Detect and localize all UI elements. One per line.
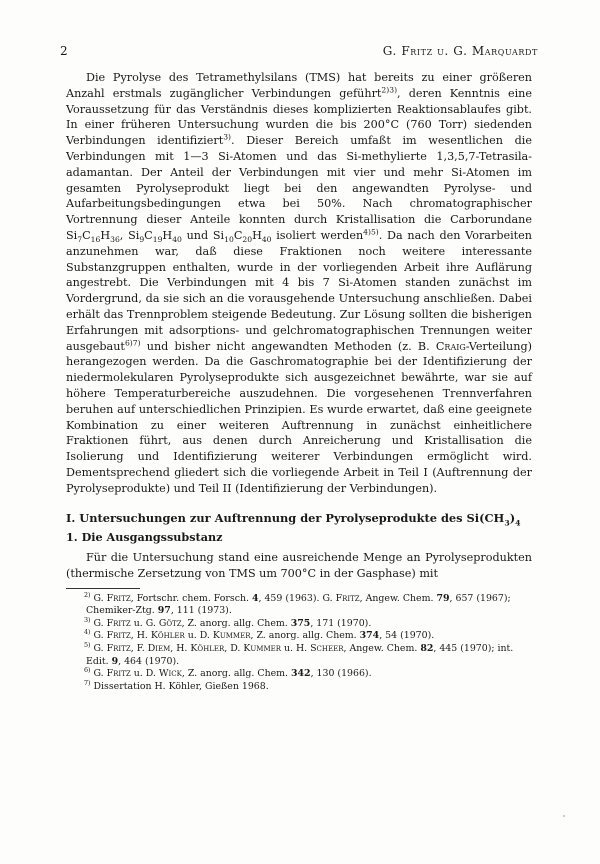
footnote-7: $^{7)}$ Dissertation H. Köhler, Gießen 1968. (84, 678, 269, 692)
reference-mark: 6)7) (124, 337, 141, 347)
text-run: und bisher nicht angewandten Methoden (z. B. (140, 339, 436, 353)
footnote-5: $^{5)}$ G. Fritz, F. Diem, H. Köhler, D. Kummer u. H. Scheer, Angew. Chem. 82, 445 (1970); int. Edit. 9, 464 (1970). (84, 640, 514, 667)
footnote-3: $^{3)}$ G. Fritz u. G. Götz, Z. anorg. allg. Chem. 375, 171 (1970). (84, 615, 372, 629)
text-run: isoliert werden (271, 228, 364, 242)
formula-si9c19h40: $Si_9C_{19}H_{40}$ (128, 228, 182, 245)
formula-si7c16h36: $Si_7C_{16}H_{36}$ (66, 228, 120, 245)
text-run: . Da nach den Vorarbeiten anzunehmen war, daß diese Fraktionen noch weitere interessante Substanzgruppen enthalten, wurde in der vorliegenden Arbeit ihre Auflärung angestrebt. Die Verbindungen mit 4 bis 7 Si-Atomen standen zunächst im Vordergrund, da sie sich an die vorausgehende Untersuchung anschließen. Dabei erhält das Trennproblem steigende Bedeutung. Zur Lösung sollten die bisherigen Erfahrungen mit adsorptions- und gelchromatographischen Trennungen weiter ausgebaut (66, 228, 532, 353)
text-run: und (181, 228, 213, 242)
formula-si10c20h40: $Si_{10}C_{20}H_{40}$ (212, 228, 272, 245)
text-run: . Dieser Bereich umfaßt im wesentlichen die Verbindungen mit 1—3 Si-Atomen und das Si-methylierte 1,3,5,7-Tetrasila-adamantan. Der Anteil der Verbindungen mit vier und mehr Si-Atomen im gesamten Pyrolyseprodukt liegt bei den angewandten Pyrolyse- und Aufarbeitungsbedingungen etwa bei 50%. Nach chromatographischer Vortrennung dieser Anteile konnten durch Kristallisation die Carborundane (66, 134, 532, 227)
section-paragraph: Für die Untersuchung stand eine ausreichende Menge an Pyrolyseprodukten (thermische Zersetzung von TMS um 700°C in der Gasphase) mit (66, 551, 532, 580)
reference-mark: 4)5) (363, 227, 379, 237)
scan-speck (563, 815, 565, 817)
footnote-2: $^{2)}$ G. Fritz, Fortschr. chem. Forsch. 4, 459 (1963). G. Fritz, Angew. Chem. 79, 657 (1967); Chemiker-Ztg. 97, 111 (1973). (84, 590, 511, 617)
text-run: , deren Kenntnis eine Voraussetzung für das Verständnis dieses komplizierten Reaktionsablaufes gibt. In einer früheren Untersuchung wurden die bis 200°C (760 Torr) siedenden Verbindungen identifiziert (66, 86, 532, 148)
text-run: , (119, 228, 129, 242)
text-run: Die Pyrolyse des Tetramethylsilans (TMS) hat bereits zu einer größeren Anzahl erstmals zugänglicher Verbindungen geführt (66, 71, 532, 100)
page-number: 2 (60, 44, 68, 58)
author-name: Craig (435, 339, 466, 353)
running-head-authors: G. Fritz u. G. Marquardt (382, 44, 538, 58)
reference-mark: 3) (223, 132, 232, 142)
page-body (66, 70, 532, 693)
running-header (60, 44, 538, 58)
reference-mark: 2)3) (381, 85, 398, 95)
footnotes (66, 590, 532, 694)
footnote-4: $^{4)}$ G. Fritz, H. Köhler u. D. Kummer, Z. anorg. allg. Chem. 374, 54 (1970). (84, 628, 435, 642)
footnote-rule (66, 588, 140, 589)
text-run: -Verteilung) herangezogen werden. Da die Gaschromatographie bei der Identifizierung der niedermolekularen Pyrolyseprodukte sich ausgezeichnet bewährte, war sie auf höhere Temperaturbereiche auszudehnen. Die vorgesehenen Trennverfahren beruhen auf unterschiedlichen Prinzipien. Es wurde erwartet, daß eine geeignete Kombination zu einer weiteren Auftrennung in zunächst einheitlichere Fraktionen führt, aus denen durch Anreicherung und Kristallisation die Isolierung und Identifizierung weiterer Verbindungen ermöglicht wird. Dementsprechend gliedert sich die vorliegende Arbeit in Teil I (Auftrennung der Pyrolyseprodukte) und Teil II (Identifizierung der Verbindungen). (66, 339, 532, 495)
subsection-heading: 1. Die Ausgangssubstanz (66, 530, 223, 545)
footnote-6: $^{6)}$ G. Fritz u. D. Wick, Z. anorg. allg. Chem. 342, 130 (1966). (84, 666, 372, 680)
intro-paragraph (66, 70, 532, 497)
section-heading: I. Untersuchungen zur Auftrennung der Pyrolyseprodukte des $Si(CH_3)_4$ (66, 510, 521, 527)
